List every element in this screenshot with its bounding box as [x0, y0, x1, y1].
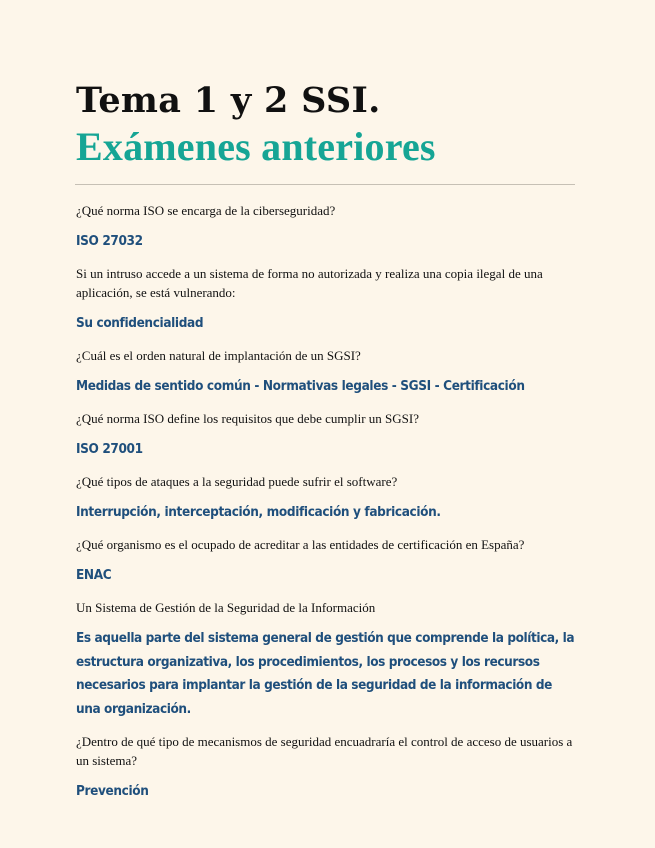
answer-2: Su confidencialidad — [76, 316, 204, 331]
page-subtitle: Exámenes anteriores — [76, 124, 436, 169]
answer-3: Medidas de sentido común - Normativas legales - SGSI - Certificación — [76, 379, 525, 394]
answer-1: ISO 27032 — [76, 234, 143, 249]
answer-7: Es aquella parte del sistema general de gestión que comprende la política, la estructura organizativa, los procedimientos, los procesos y los recursos necesarios para implantar la gestión de la seguridad de la información de una organización. — [76, 631, 575, 717]
question-7: Un Sistema de Gestión de la Seguridad de la Información — [76, 600, 376, 615]
question-1: ¿Qué norma ISO se encarga de la ciberseguridad? — [76, 203, 336, 218]
qa-list — [76, 201, 576, 803]
title-divider — [75, 184, 575, 185]
question-4: ¿Qué norma ISO define los requisitos que debe cumplir un SGSI? — [76, 411, 419, 426]
question-5: ¿Qué tipos de ataques a la seguridad puede sufrir el software? — [76, 474, 398, 489]
page-title: Tema 1 y 2 SSI. — [76, 80, 381, 121]
question-8: ¿Dentro de qué tipo de mecanismos de seguridad encuadraría el control de acceso de usuarios a un sistema? — [76, 734, 573, 768]
answer-5: Interrupción, interceptación, modificación y fabricación. — [76, 505, 441, 520]
question-2: Si un intruso accede a un sistema de forma no autorizada y realiza una copia ilegal de una aplicación, se está vulnerando: — [76, 266, 543, 300]
answer-4: ISO 27001 — [76, 442, 143, 457]
question-3: ¿Cuál es el orden natural de implantación de un SGSI? — [76, 348, 361, 363]
document-page — [76, 78, 576, 814]
answer-8: Prevención — [76, 784, 149, 799]
answer-6: ENAC — [76, 568, 112, 583]
question-6: ¿Qué organismo es el ocupado de acreditar a las entidades de certificación en España? — [76, 537, 525, 552]
